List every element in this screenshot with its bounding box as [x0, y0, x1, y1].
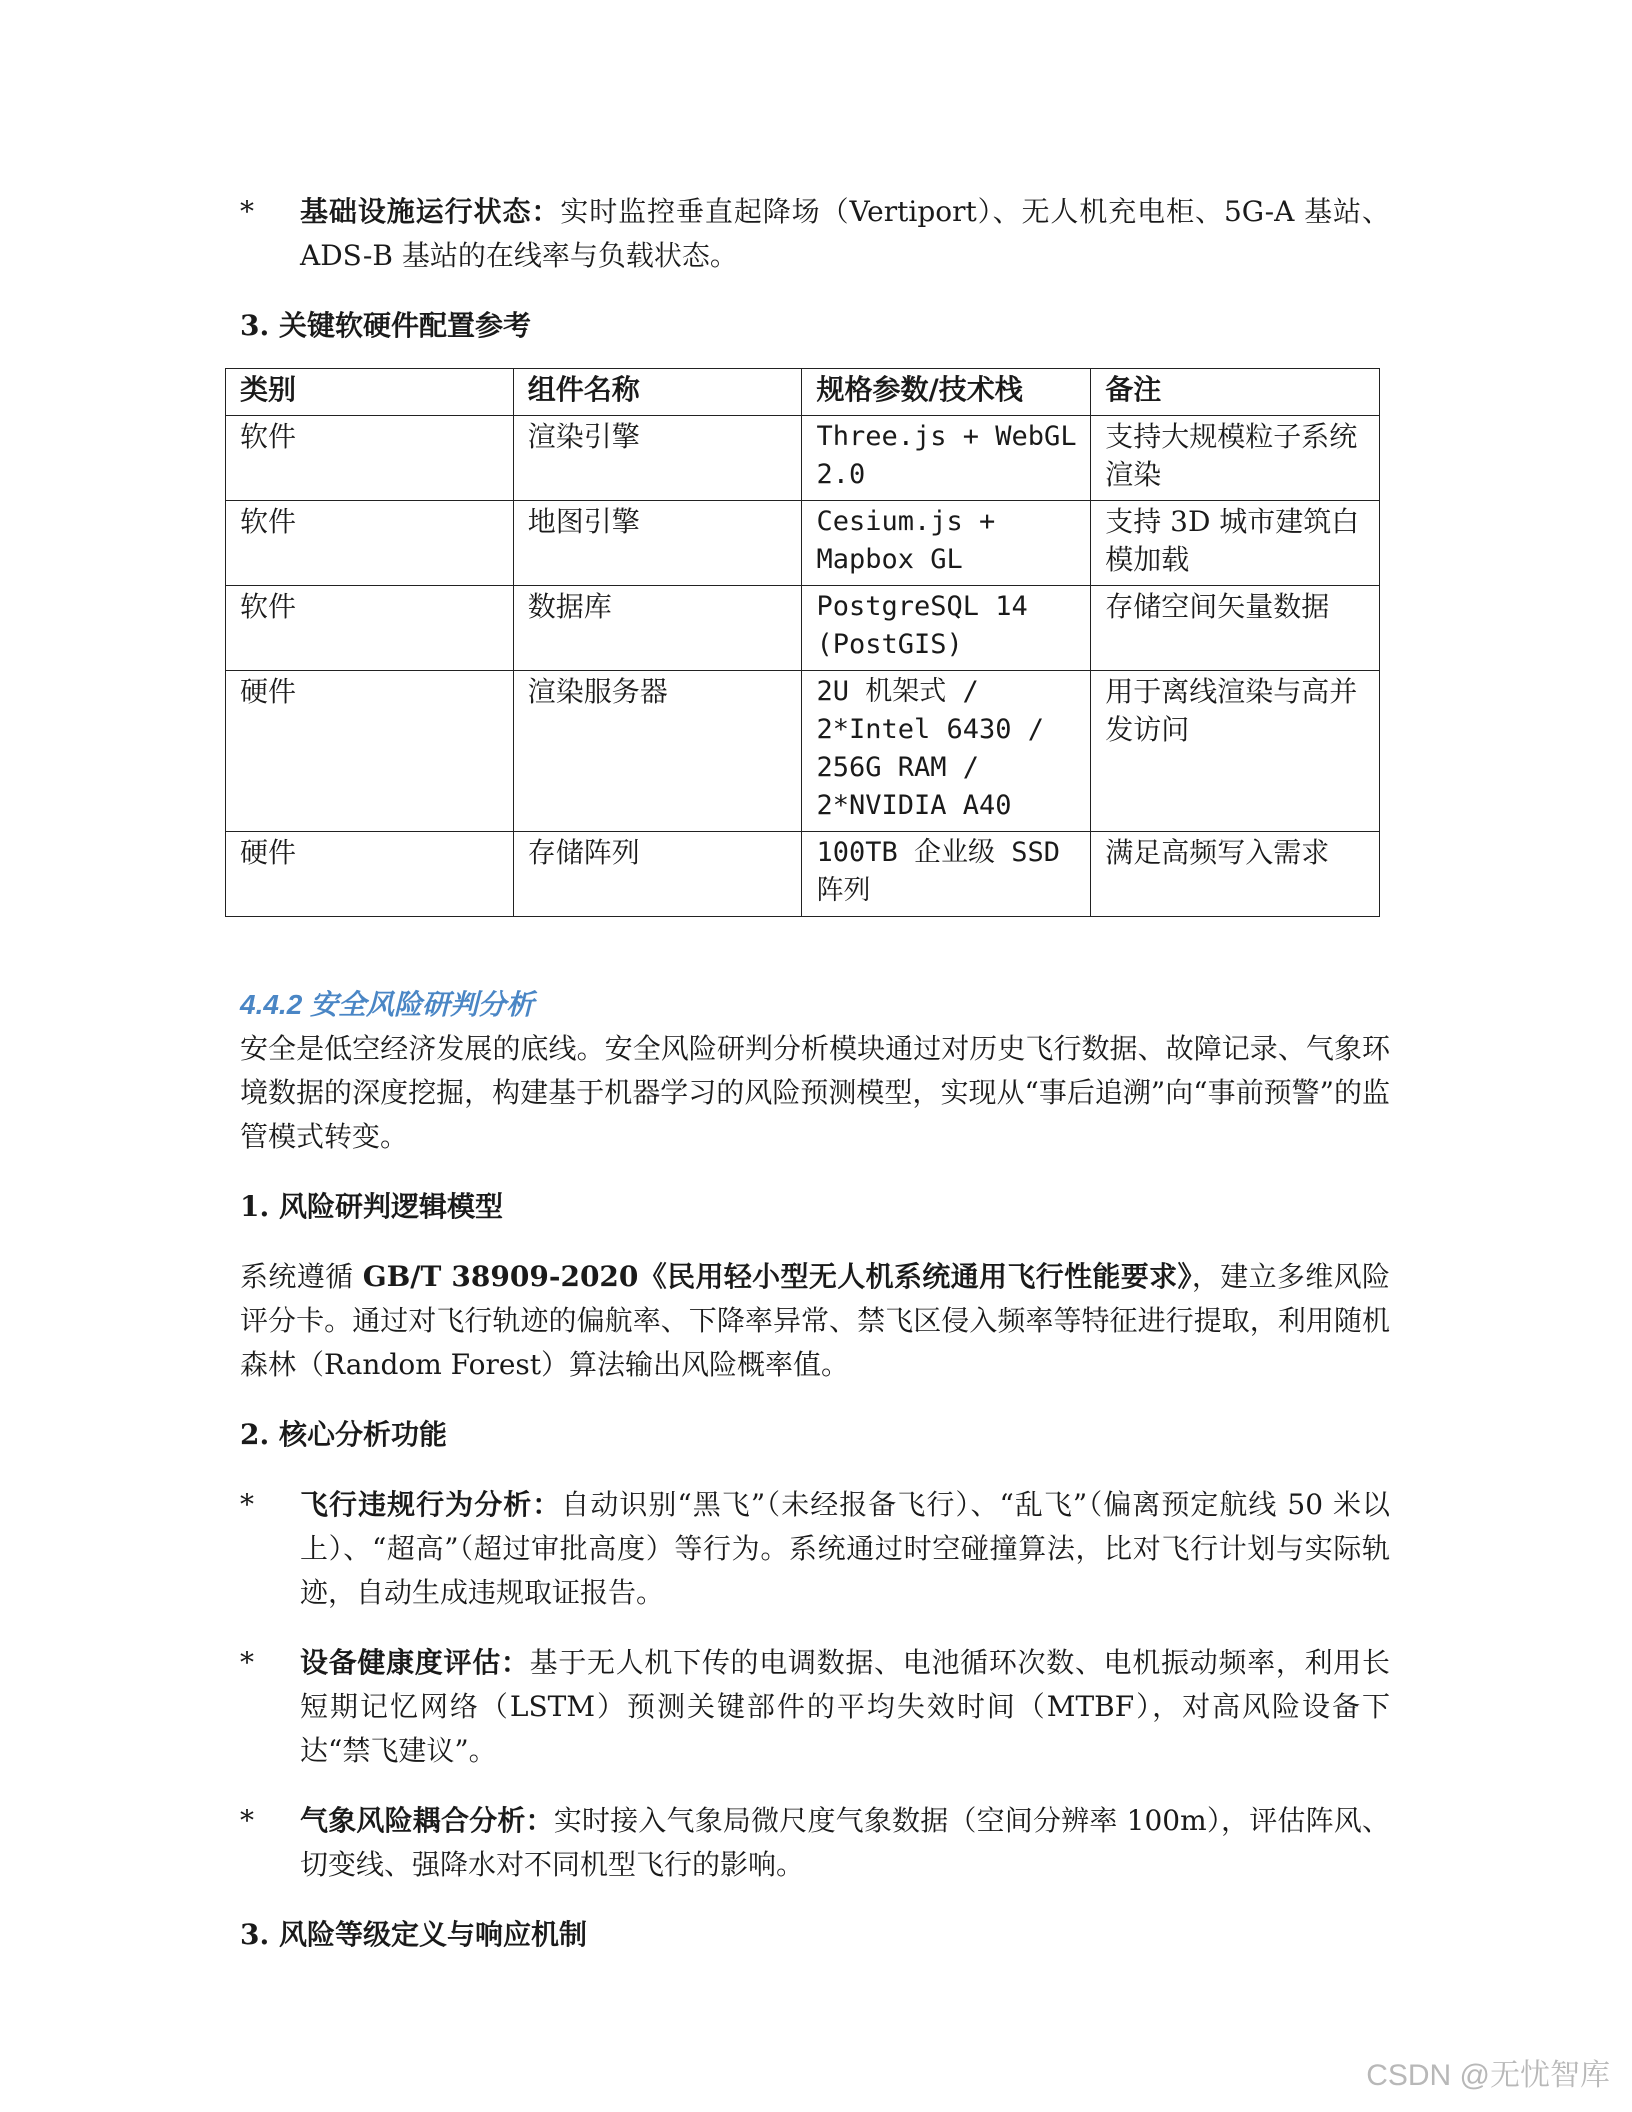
heading-core-functions: 2. 核心分析功能	[240, 1418, 447, 1451]
table-header-row	[226, 369, 1380, 416]
table-cell: 数据库	[513, 586, 802, 671]
table-cell: Three.js + WebGL 2.0	[802, 416, 1091, 501]
heading-logic-model: 1. 风险研判逻辑模型	[240, 1190, 503, 1223]
table-header-cell: 备注	[1091, 369, 1380, 416]
table-header-cell: 类别	[226, 369, 514, 416]
table-cell: 地图引擎	[513, 501, 802, 586]
table-cell: 软件	[226, 416, 514, 501]
table-cell: 渲染引擎	[513, 416, 802, 501]
table-row	[226, 416, 1380, 501]
table-cell: 软件	[226, 501, 514, 586]
table-cell: 用于离线渲染与高并发访问	[1091, 671, 1380, 832]
bullet-star: *	[240, 1646, 254, 1679]
table-cell: 2U 机架式 / 2*Intel 6430 / 256G RAM / 2*NVIDIA A40	[802, 671, 1091, 832]
csdn-watermark: CSDN @无忧智库	[1366, 2059, 1610, 2092]
bullet-violation	[240, 1483, 1390, 1615]
intro-paragraph: 安全是低空经济发展的底线。安全风险研判分析模块通过对历史飞行数据、故障记录、气象环境数据的深度挖掘，构建基于机器学习的风险预测模型，实现从“事后追溯”向“事前预警”的监管模式转变。	[240, 1032, 1390, 1153]
table-cell: 渲染服务器	[513, 671, 802, 832]
table-header-cell: 组件名称	[513, 369, 802, 416]
bullet-text: 基于无人机下传的电调数据、电池循环次数、电机振动频率，利用长短期记忆网络（LSTM）预测关键部件的平均失效时间（MTBF），对高风险设备下达“禁飞建议”。	[300, 1646, 1390, 1767]
bullet-text: 实时接入气象局微尺度气象数据（空间分辨率 100m），评估阵风、切变线、强降水对不同机型飞行的影响。	[300, 1804, 1390, 1881]
config-table	[225, 368, 1380, 917]
table-row	[226, 832, 1380, 917]
heading-config: 3. 关键软硬件配置参考	[240, 309, 531, 342]
table-cell: 支持大规模粒子系统渲染	[1091, 416, 1380, 501]
standard-reference: GB/T 38909-2020《民用轻小型无人机系统通用飞行性能要求》	[362, 1260, 1192, 1293]
logic-paragraph	[240, 1255, 1390, 1387]
table-cell: 支持 3D 城市建筑白模加载	[1091, 501, 1380, 586]
table-header-cell: 规格参数/技术栈	[802, 369, 1091, 416]
bullet-weather	[240, 1799, 1390, 1887]
table-cell: 软件	[226, 586, 514, 671]
logic-prefix: 系统遵循	[240, 1260, 363, 1293]
table-cell: PostgreSQL 14 (PostGIS)	[802, 586, 1091, 671]
bullet-text: 自动识别“黑飞”（未经报备飞行）、“乱飞”（偏离预定航线 50 米以上）、“超高”（超过审批高度）等行为。系统通过时空碰撞算法，比对飞行计划与实际轨迹，自动生成违规取证报告。	[300, 1488, 1390, 1609]
heading-risk-level: 3. 风险等级定义与响应机制	[240, 1918, 587, 1951]
table-cell: 硬件	[226, 832, 514, 917]
table-cell: 存储空间矢量数据	[1091, 586, 1380, 671]
bullet-label: 基础设施运行状态：	[300, 195, 561, 228]
document-page	[240, 190, 1390, 1957]
table-cell: 满足高频写入需求	[1091, 832, 1380, 917]
bullet-label: 设备健康度评估：	[300, 1646, 530, 1679]
bullet-star: *	[240, 1488, 254, 1521]
bullet-star: *	[240, 195, 254, 228]
section-title: 4.4.2 安全风险研判分析	[240, 989, 535, 1020]
bullet-star: *	[240, 1804, 254, 1837]
table-row	[226, 586, 1380, 671]
logic-suffix: ，建立多维风险评分卡。通过对飞行轨迹的偏航率、下降率异常、禁飞区侵入频率等特征进行提取，利用随机森林（Random Forest）算法输出风险概率值。	[240, 1260, 1390, 1381]
bullet-health	[240, 1641, 1390, 1773]
table-row	[226, 671, 1380, 832]
bullet-infrastructure	[240, 190, 1390, 278]
bullet-label: 飞行违规行为分析：	[300, 1488, 562, 1521]
table-row	[226, 501, 1380, 586]
bullet-text: 实时监控垂直起降场（Vertiport）、无人机充电柜、5G-A 基站、ADS-B 基站的在线率与负载状态。	[300, 195, 1390, 272]
table-cell: 100TB 企业级 SSD 阵列	[802, 832, 1091, 917]
bullet-label: 气象风险耦合分析：	[300, 1804, 554, 1837]
table-cell: 存储阵列	[513, 832, 802, 917]
table-cell: 硬件	[226, 671, 514, 832]
table-cell: Cesium.js + Mapbox GL	[802, 501, 1091, 586]
